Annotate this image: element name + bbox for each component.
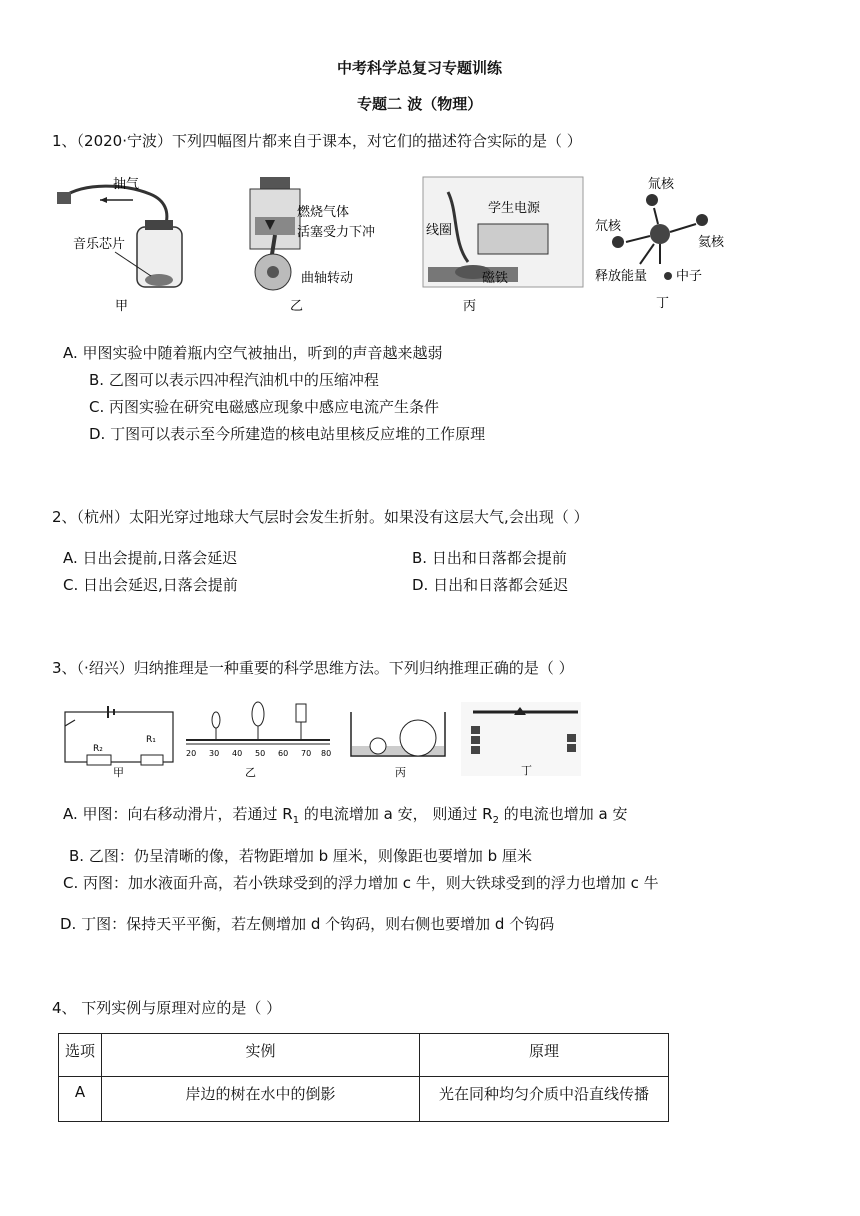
q3-option-b: B. 乙图：仍呈清晰的像，若物距增加 b 厘米，则像距也要增加 b 厘米 — [69, 847, 532, 865]
q3-option-c: C. 丙图：加水液面升高，若小铁球受到的浮力增加 c 牛，则大铁球受到的浮力也增加 c 牛 — [63, 874, 659, 892]
q2-option-b: B. 日出和日落都会提前 — [412, 549, 567, 567]
q3-tick-40: 40 — [232, 749, 243, 758]
q1-jia-caption: 甲 — [115, 299, 129, 314]
table-header-principle: 原理 — [420, 1034, 669, 1077]
question-4-stem: 4、 下列实例与原理对应的是（ ） — [52, 999, 282, 1017]
q3-option-d: D. 丁图：保持天平平衡，若左侧增加 d 个钩码，则右侧也要增加 d 个钩码 — [60, 915, 555, 933]
question-2-stem: 2、（杭州）太阳光穿过地球大气层时会发生折射。如果没有这层大气,会出现（ ） — [52, 508, 589, 526]
q3-option-a-post: 的电流也增加 a 安 — [498, 805, 628, 823]
q1-ding-label-helium: 氦核 — [698, 235, 725, 250]
q1-jia-label-chouqi: 抽气 — [113, 177, 140, 192]
q1-yi-label-3: 曲轴转动 — [301, 271, 354, 286]
table-header-example: 实例 — [102, 1034, 420, 1077]
q3-tick-50: 50 — [255, 749, 266, 758]
q1-option-b: B. 乙图可以表示四冲程汽油机中的压缩冲程 — [89, 371, 379, 389]
q3-ding-caption: 丁 — [521, 764, 532, 777]
q4-table — [58, 1033, 669, 1122]
q3-tick-20: 20 — [186, 749, 197, 758]
q1-yi-label-1: 燃烧气体 — [297, 205, 350, 220]
q3-figure-yi — [186, 702, 331, 779]
table-cell-option: A — [59, 1077, 102, 1122]
q1-yi-caption: 乙 — [290, 299, 304, 314]
q3-tick-60: 60 — [278, 749, 289, 758]
q2-option-c: C. 日出会延迟,日落会提前 — [63, 576, 238, 594]
q1-bing-label-coil: 线圈 — [426, 223, 453, 238]
table-cell-example: 岸边的树在水中的倒影 — [102, 1077, 420, 1122]
q1-option-c: C. 丙图实验在研究电磁感应现象中感应电流产生条件 — [89, 398, 440, 416]
q3-figure-ding — [461, 702, 581, 777]
question-3-stem: 3、（·绍兴）归纳推理是一种重要的科学思维方法。下列归纳推理正确的是（ ） — [52, 659, 574, 677]
q1-jia-label-chip: 音乐芯片 — [73, 237, 126, 252]
q3-figure-jia — [65, 706, 173, 779]
q1-option-a: A. 甲图实验中随着瓶内空气被抽出，听到的声音越来越弱 — [63, 344, 443, 362]
q3-tick-80: 80 — [321, 749, 332, 758]
q1-yi-label-2: 活塞受力下冲 — [297, 225, 376, 240]
q2-option-d: D. 日出和日落都会延迟 — [412, 576, 569, 594]
q3-option-a-sub2: 2 — [492, 815, 499, 826]
q3-tick-30: 30 — [209, 749, 220, 758]
q3-figures — [53, 698, 588, 780]
q1-bing-caption: 丙 — [463, 299, 477, 314]
q2-option-a: A. 日出会提前,日落会延迟 — [63, 549, 238, 567]
document-title: 中考科学总复习专题训练 — [337, 59, 503, 77]
document-subtitle: 专题二 波（物理） — [357, 95, 483, 113]
q3-figure-bing — [351, 712, 445, 779]
q1-ding-label-tritium: 氚核 — [648, 177, 675, 192]
q3-label-r2: R₂ — [93, 744, 103, 754]
q3-jia-caption: 甲 — [113, 766, 124, 779]
q1-figure-jia — [55, 172, 225, 317]
question-1-stem: 1、（2020·宁波）下列四幅图片都来自于课本，对它们的描述符合实际的是（ ） — [52, 132, 582, 150]
q3-bing-caption: 丙 — [395, 766, 406, 779]
q3-option-a-pre: A. 甲图：向右移动滑片，若通过 R — [63, 805, 293, 823]
q1-figure-bing — [418, 172, 598, 317]
table-header-row — [59, 1034, 669, 1077]
q1-bing-label-magnet: 磁铁 — [482, 271, 509, 286]
q1-ding-label-deuterium: 氘核 — [595, 219, 622, 234]
q1-bing-label-power: 学生电源 — [488, 201, 541, 216]
q1-figure-ding — [590, 172, 740, 317]
q1-ding-label-neutron: 中子 — [676, 269, 703, 284]
q1-option-d: D. 丁图可以表示至今所建造的核电站里核反应堆的工作原理 — [89, 425, 486, 443]
q3-label-r1: R₁ — [146, 735, 156, 745]
q1-ding-label-energy: 释放能量 — [595, 269, 648, 284]
table-row — [59, 1077, 669, 1122]
q3-yi-caption: 乙 — [245, 766, 256, 779]
table-cell-principle: 光在同种均匀介质中沿直线传播 — [420, 1077, 669, 1122]
table-header-option: 选项 — [59, 1034, 102, 1077]
q3-option-a-mid: 的电流增加 a 安， 则通过 R — [299, 805, 493, 823]
q3-tick-70: 70 — [301, 749, 312, 758]
q3-option-a — [63, 803, 627, 826]
q3-option-a-sub1: 1 — [292, 815, 300, 826]
q1-ding-caption: 丁 — [656, 296, 670, 311]
q1-figure-yi — [235, 172, 405, 317]
